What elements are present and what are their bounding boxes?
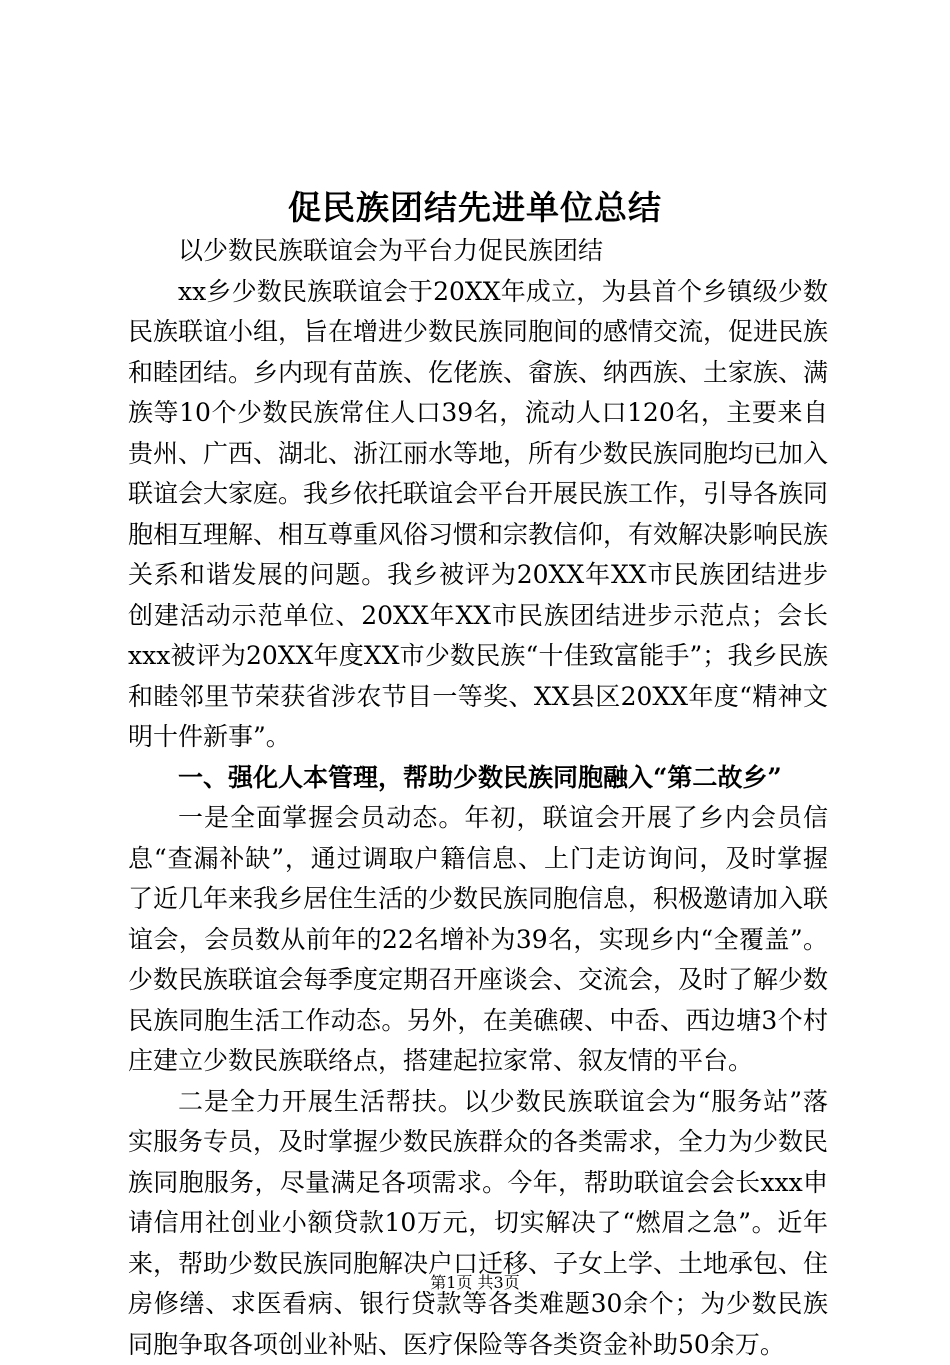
intro-paragraph: xx乡少数民族联谊会于20XX年成立，为县首个乡镇级少数民族联谊小组，旨在增进少数民族同胞间的感情交流，促进民族和睦团结。乡内现有苗族、仡佬族、畲族、纳西族、土家族、满族等10个少数民族常住人口39名，流动人口120名，主要来自贵州、广西、湖北、浙江丽水等地，所有少数民族同胞均已加入联谊会大家庭。我乡依托联谊会平台开展民族工作，引导各族同胞相互理解、相互尊重风俗习惯和宗教信仰，有效解决影响民族关系和谐发展的问题。我乡被评为20XX年XX市民族团结进步创建活动示范单位、20XX年XX市民族团结进步示范点；会长xxx被评为20XX年度XX市少数民族“十佳致富能手”；我乡民族和睦邻里节荣获省涉农节目一等奖、XX县区20XX年度“精神文明十件新事”。 bbox=[128, 272, 828, 758]
document-subtitle: 以少数民族联谊会为平台力促民族团结 bbox=[128, 231, 828, 272]
document-title: 促民族团结先进单位总结 bbox=[0, 183, 950, 233]
page-footer: 第1页 共3页 bbox=[0, 1272, 950, 1294]
section-paragraph-2: 二是全力开展生活帮扶。以少数民族联谊会为“服务站”落实服务专员，及时掌握少数民族群众的各类需求，全力为少数民族同胞服务，尽量满足各项需求。今年，帮助联谊会会长xxx申请信用社创业小额贷款10万元，切实解决了“燃眉之急”。近年来，帮助少数民族同胞解决户口迁移、子女上学、土地承包、住房修缮、求医看病、银行贷款等各类难题30余个；为少数民族同胞争取各项创业补贴、医疗保险等各类资金补助50余万。 bbox=[128, 1082, 828, 1365]
section-paragraph-1: 一是全面掌握会员动态。年初，联谊会开展了乡内会员信息“查漏补缺”，通过调取户籍信息、上门走访询问，及时掌握了近几年来我乡居住生活的少数民族同胞信息，积极邀请加入联谊会，会员数从前年的22名增补为39名，实现乡内“全覆盖”。少数民族联谊会每季度定期召开座谈会、交流会，及时了解少数民族同胞生活工作动态。另外，在美礁碶、中岙、西边塘3个村庄建立少数民族联络点，搭建起拉家常、叙友情的平台。 bbox=[128, 798, 828, 1082]
document-body bbox=[128, 231, 828, 1365]
section-heading: 一、强化人本管理，帮助少数民族同胞融入“第二故乡” bbox=[128, 758, 828, 799]
